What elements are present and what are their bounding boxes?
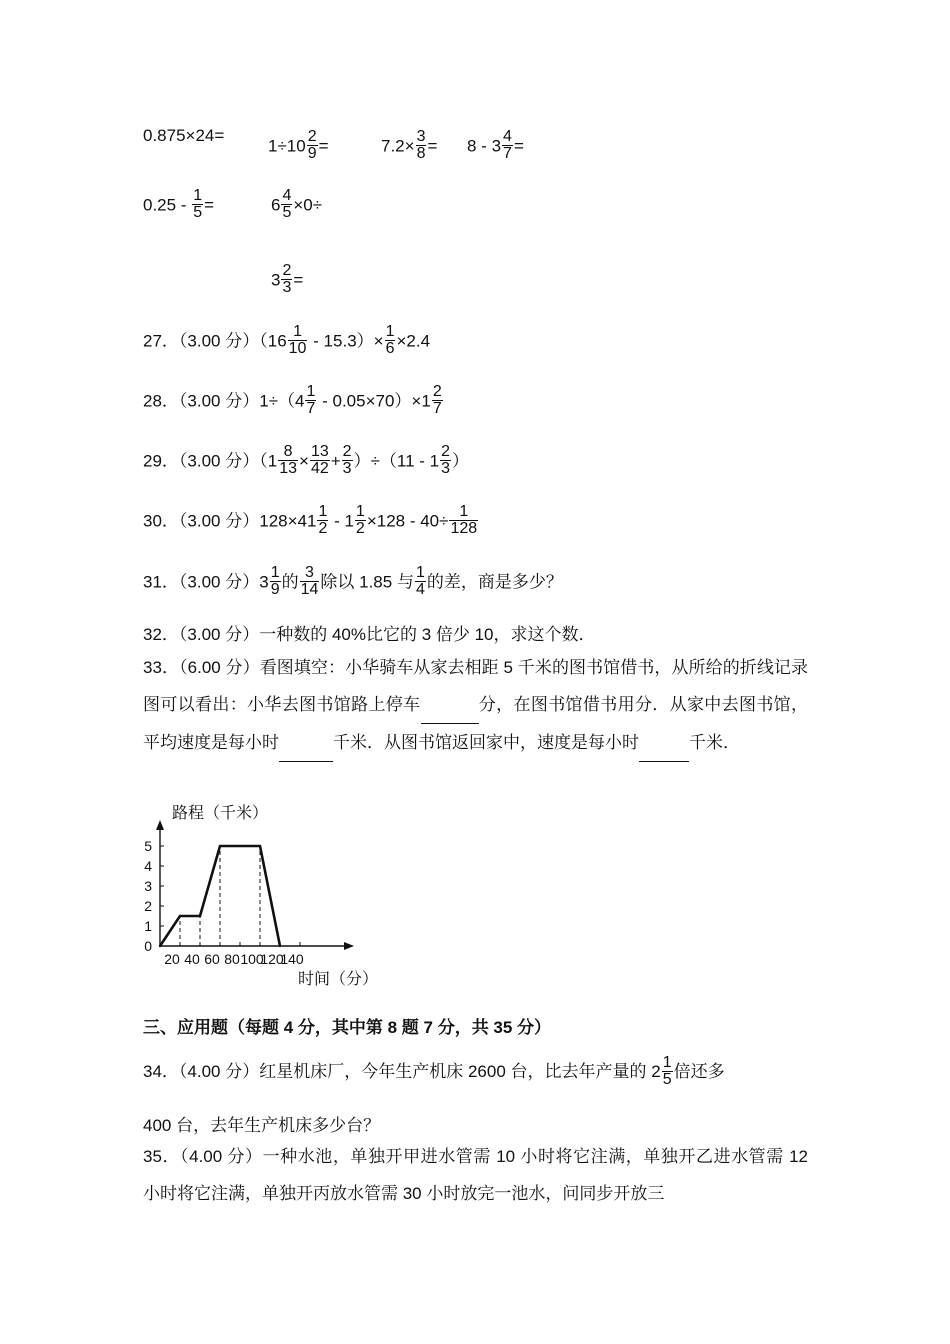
x-axis-label: 时间（分） [298,971,379,988]
x-tick-label: 120 [260,951,284,967]
denominator: 3 [441,460,451,478]
fraction [662,1055,673,1089]
x-tick-label: 60 [204,951,220,967]
denominator: 2 [318,520,328,538]
denominator: 5 [662,1071,672,1089]
question-score: （6.00 分） [179,658,260,677]
numerator: 1 [318,503,328,520]
numerator: 13 [310,443,329,460]
mixed-whole: 6 [271,195,281,215]
q-text: ）÷（11 - 1 [353,451,440,471]
question-score: （3.00 分） [178,451,260,471]
q-text: 128×41 [259,511,317,531]
question-score: （3.00 分） [178,511,260,531]
denominator: 7 [306,400,316,418]
calc-text: = [318,136,329,156]
fraction [449,504,478,538]
numerator: 1 [459,503,469,520]
x-tick-label: 80 [224,951,240,967]
numerator: 1 [355,503,365,520]
question-34-line2: 400 台，去年生产机床多少台？ [143,1116,381,1135]
numerator: 3 [305,564,314,581]
q-text: 分，在图书馆借书用 [478,695,635,714]
question-32 [143,620,596,645]
numerator: 1 [385,323,395,340]
question-score: （4.00 分） [178,1062,260,1081]
data-point [199,915,201,917]
denominator: 3 [342,460,352,478]
question-number: 31． [143,572,179,592]
fraction [305,384,316,418]
mixed-whole: 3 [271,270,281,290]
fraction [502,129,513,163]
q-text: - 1 [329,511,354,531]
calc-72x38 [381,130,437,164]
fraction [432,384,443,418]
calc-text: = [513,136,524,156]
question-29 [143,445,469,479]
question-33 [143,649,808,762]
fraction [317,504,328,538]
question-score: （3.00 分） [178,625,260,644]
numerator: 8 [283,443,293,460]
fraction [440,444,451,478]
question-number: 34． [143,1062,179,1081]
y-tick-label: 5 [144,838,152,854]
question-score: （4.00 分） [180,1147,263,1166]
numerator: 2 [307,128,317,145]
q-text: × [299,451,309,471]
question-number: 29． [143,451,179,471]
fraction [300,565,320,599]
answer-blank[interactable] [279,724,333,762]
x-tick-label: 40 [184,951,200,967]
fraction [307,129,318,163]
fraction [192,188,203,222]
question-28 [143,385,444,419]
numerator: 2 [342,443,352,460]
numerator: 2 [441,443,451,460]
q-text: 3 [259,572,269,592]
numerator: 2 [432,383,442,400]
section-3-title: 三、应用题（每题 4 分，其中第 8 题 7 分，共 35 分） [143,1018,552,1037]
question-31 [143,566,563,600]
numerator: 1 [415,564,425,581]
q-text: （16 [259,331,287,351]
q-text: 1÷（4 [259,391,305,411]
x-axis-arrow [344,942,354,950]
y-axis-label: 路程（千米） [172,805,269,822]
calc-text: ×0÷ [293,195,323,215]
fraction [278,444,298,478]
data-point [179,915,181,917]
x-tick-label: 20 [164,951,180,967]
denominator: 9 [270,581,280,599]
calc-text: 7.2× [381,136,415,156]
dashed-guides [180,846,260,946]
question-number: 32． [143,625,179,644]
calc-text: = [293,270,304,290]
fraction [385,324,396,358]
calc-025-minus [143,189,214,223]
q-text: 的 [281,572,299,592]
x-tick-label: 100 [240,951,264,967]
q-text: + [330,451,341,471]
question-35 [143,1138,808,1212]
q-text: 千米． [689,733,740,752]
fraction [281,188,292,222]
denominator: 128 [450,520,478,538]
q-text: 千米．从图书馆返回家中，速度是每小时 [333,733,639,752]
denominator: 5 [193,204,203,222]
question-score: （3.00 分） [178,572,260,592]
denominator: 5 [282,204,292,222]
answer-blank[interactable] [639,724,689,762]
q-text: - 0.05×70）×1 [317,391,431,411]
numerator: 1 [662,1053,672,1071]
denominator: 10 [288,340,307,358]
denominator: 2 [355,520,365,538]
fraction [355,504,366,538]
mixed-whole: 10 [286,136,306,156]
fraction [288,324,308,358]
y-tick-label: 0 [144,938,152,954]
distance-time-chart [138,798,398,994]
denominator: 3 [282,279,292,297]
fraction [342,444,353,478]
q-text: 分．从家中去图书馆，平均速度是每小时 [143,695,809,752]
denominator: 6 [385,340,395,358]
question-number: 28． [143,391,179,411]
y-tick-label: 2 [144,898,152,914]
y-tick-label: 1 [144,918,152,934]
numerator: 1 [293,323,302,340]
q-text: 一种数的 40%比它的 3 倍少 10，求这个数． [259,625,596,644]
question-number: 27． [143,331,179,351]
question-number: 35． [143,1147,181,1166]
calc-text: 1÷ [268,136,287,156]
y-tick-label: 3 [144,878,152,894]
question-number: 33． [143,658,180,677]
question-34 [143,1053,808,1090]
calc-text: 0.25 - [143,195,192,215]
x-tick-label: 140 [280,951,304,967]
calc-text: = [204,195,215,215]
fraction [310,444,330,478]
denominator: 7 [432,400,442,418]
denominator: 42 [310,460,329,478]
y-tick-label: 4 [144,858,152,874]
data-point [219,845,221,847]
numerator: 1 [193,187,203,204]
tick-labels [144,838,304,967]
chart-axes [156,820,354,950]
q-text: - 15.3）× [308,331,384,351]
q-text: 看图填空：小华骑车从家去相距 5 千米的图书馆借书，从所给的折线记录图可以看出：小华去图书馆路上停车 [143,658,808,714]
denominator: 4 [415,581,425,599]
data-point [279,945,281,947]
denominator: 8 [416,145,426,163]
data-point [259,845,261,847]
calc-1-div-mixed [268,130,329,164]
data-point [159,945,161,947]
calc-8-minus-mixed [467,130,524,164]
numerator: 3 [416,128,426,145]
numerator: 4 [503,128,512,145]
q-text: （1 [259,451,278,471]
q-text: 一种水池，单独开甲进水管需 10 小时将它注满，单独开乙进水管需 12 小时将它注满，单独开丙放水管需 30 小时放完一池水，问同步开放三 [143,1147,808,1203]
calc-mixed-3-2-3 [271,264,303,298]
numerator: 2 [282,262,292,279]
q-text: ） [452,451,470,471]
numerator: 1 [306,383,316,400]
question-27 [143,325,430,359]
fraction [281,263,292,297]
calc-mixed-x0-div [271,189,322,223]
question-30 [143,505,479,539]
question-score: （3.00 分） [178,391,260,411]
calc-text: 8 - [467,136,492,156]
q-text: 除以 1.85 与 [320,572,414,592]
answer-blank[interactable] [421,686,479,724]
mixed-whole: 3 [491,136,502,156]
fraction [416,129,427,163]
calc-text: = [427,136,438,156]
y-axis-arrow [156,820,164,830]
fraction [270,565,281,599]
calc-0875x24: 0.875×24= [143,126,225,145]
question-number: 30． [143,511,179,531]
denominator: 9 [307,145,317,163]
numerator: 4 [282,187,292,204]
numerator: 1 [270,564,280,581]
q-text: 红星机床厂，今年生产机床 2600 台，比去年产量的 2 [259,1062,661,1081]
q-text: 倍还多 [673,1062,725,1081]
denominator: 14 [300,581,319,599]
q-text: ×2.4 [396,331,431,351]
fraction [415,565,426,599]
q-text: 的差，商是多少？ [426,572,563,592]
denominator: 13 [279,460,297,478]
q-text: ×128 - 40÷ [366,511,449,531]
denominator: 7 [503,145,512,163]
question-score: （3.00 分） [178,331,260,351]
